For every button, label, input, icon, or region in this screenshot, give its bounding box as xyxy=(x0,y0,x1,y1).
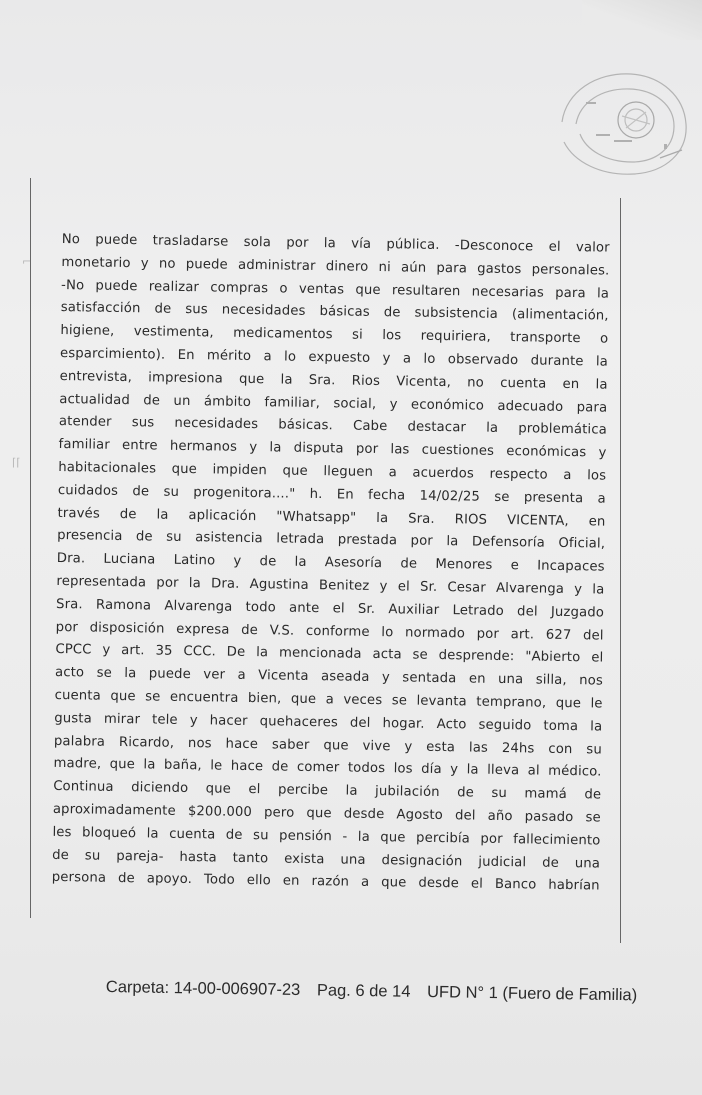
text-line: familiar entre hermanos y la disputa por las cuestiones económicas y xyxy=(58,437,607,461)
text-line: cuenta que se encuentra bien, que a veces se levanta temprano, que le xyxy=(54,687,603,712)
text-line: atender sus necesidades básicas. Cabe destacar la problemática xyxy=(58,414,608,438)
seal-stamp xyxy=(556,62,691,180)
text-line: madre, que la baña, le hace de comer todos los día y la lleva al médico. xyxy=(53,756,602,780)
text-line: través de la aplicación "Whatsapp" la Sra. RIOS VICENTA, en xyxy=(57,505,606,530)
text-line: aproximadamente $200.000 pero que desde Agosto del año pasado se xyxy=(52,801,601,826)
faint-margin-mark: ⌈⌈ xyxy=(12,456,21,469)
text-line: higiene, vestimenta, medicamentos si los requiriera, transporte o xyxy=(60,323,609,347)
text-line: por disposición expresa de V.S. conforme lo normado por art. 627 del xyxy=(55,619,604,644)
text-line: satisfacción de sus necesidades básicas de subsistencia (alimentación, xyxy=(60,300,609,324)
text-line: gusta mirar tele y hacer quehaceres del hogar. Acto seguido toma la xyxy=(54,710,603,735)
left-margin-line xyxy=(30,178,31,918)
page-footer xyxy=(106,978,686,1006)
page-corner-shadow xyxy=(582,0,702,40)
right-margin-line xyxy=(620,198,621,943)
text-line: esparcimiento). En mérito a lo expuesto y a lo observado durante la xyxy=(59,345,609,370)
text-line: -No puede realizar compras o ventas que resultaren necesarias para la xyxy=(61,277,610,302)
text-line: Continua diciendo que el percibe la jubilación de su mamá de xyxy=(53,779,602,803)
text-line: habitacionales que impiden que lleguen a acuerdos respecto a los xyxy=(58,459,607,484)
document-body xyxy=(52,229,610,899)
footer-ufd: UFD N° 1 (Fuero de Familia) xyxy=(426,983,638,1005)
footer-carpeta: Carpeta: 14-00-006907-23 xyxy=(105,978,301,1000)
text-line: cuidados de su progenitora...." h. En fecha 14/02/25 se presenta a xyxy=(57,482,606,507)
text-line: persona de apoyo. Todo ello en razón a que desde el Banco habrían xyxy=(51,870,600,894)
text-line: monetario y no puede administrar dinero ni aún para gastos personales. xyxy=(61,254,610,279)
text-line: Dra. Luciana Latino y de la Asesoría de Menores e Incapaces xyxy=(56,551,605,575)
text-line: presencia de su asistencia letrada prestada por la Defensoría Oficial, xyxy=(57,528,606,552)
text-line: CPCC y art. 35 CCC. De la mencionada acta se desprende: "Abierto el xyxy=(55,642,604,666)
text-line: acto se la puede ver a Vicenta aseada y sentada en una silla, nos xyxy=(54,665,604,689)
text-line: Sra. Ramona Alvarenga todo ante el Sr. Auxiliar Letrado del Juzgado xyxy=(55,596,605,621)
footer-page-number: Pag. 6 de 14 xyxy=(316,981,411,1001)
text-line: representada por la Dra. Agustina Benitez y el Sr. Cesar Alvarenga y la xyxy=(56,573,605,598)
faint-margin-mark: ⌐ xyxy=(22,255,32,268)
text-line: de su pareja- hasta tanto exista una designación judicial de una xyxy=(52,847,601,872)
text-line: actualidad de un ámbito familiar, social, y económico adecuado para xyxy=(59,391,608,416)
text-line: palabra Ricardo, nos hace saber que vive y esta las 24hs con su xyxy=(53,733,603,758)
text-line: les bloqueó la cuenta de su pensión - la que percibía por fallecimiento xyxy=(52,824,601,849)
text-line: entrevista, impresiona que la Sra. Rios Vicenta, no cuenta en la xyxy=(59,368,608,393)
text-line: No puede trasladarse sola por la vía pública. -Desconoce el valor xyxy=(61,231,610,256)
